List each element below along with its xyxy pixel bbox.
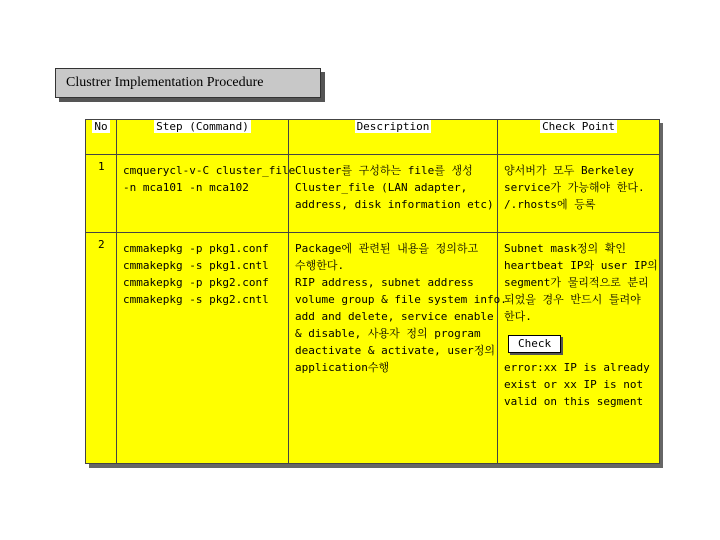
checkpoint-line: 한다.	[504, 310, 532, 323]
header-check-point: Check Point	[498, 120, 660, 155]
description-line: deactivate & activate, user정의	[295, 344, 496, 357]
header-row	[86, 120, 660, 155]
check-button[interactable]: Check	[508, 335, 561, 353]
row-number: 1	[86, 155, 117, 233]
title-box	[55, 68, 321, 98]
header-no: No	[86, 120, 117, 155]
description-line: RIP address, subnet address	[295, 276, 474, 289]
description-line: Cluster_file (LAN adapter,	[295, 181, 468, 194]
checkpoint-line: 양서버가 모두 Berkeley	[504, 164, 634, 177]
step-cell	[117, 155, 296, 233]
checkpoint-line: 되었을 경우 반드시 틀려야	[504, 293, 641, 306]
checkpoint-line: Subnet mask정의 확인	[504, 242, 626, 255]
table-row	[86, 233, 660, 464]
checkpoint-cell	[498, 233, 660, 464]
header-description: Description	[289, 120, 498, 155]
page-title: Clustrer Implementation Procedure	[66, 75, 264, 90]
step-line: cmmakepkg -s pkg2.cntl	[123, 293, 269, 306]
description-line: Package에 관련된 내용을 정의하고	[295, 242, 479, 255]
step-line: cmquerycl-v-C cluster_file	[123, 164, 296, 177]
step-line: -n mca101 -n mca102	[123, 181, 249, 194]
header-step: Step (Command)	[117, 120, 289, 155]
description-line: volume group & file system info.	[295, 293, 507, 306]
description-line: application수행	[295, 361, 390, 374]
procedure-table	[85, 119, 660, 464]
description-line: Cluster를 구성하는 file를 생성	[295, 164, 473, 177]
description-line: 수행한다.	[295, 259, 345, 272]
description-cell	[289, 233, 507, 464]
check-note-line: error:xx IP is already	[504, 361, 650, 374]
checkpoint-cell	[498, 155, 660, 233]
description-line: & disable, 사용자 정의 program	[295, 327, 481, 340]
step-line: cmmakepkg -p pkg2.conf	[123, 276, 269, 289]
table-row	[86, 155, 660, 233]
row-number: 2	[86, 233, 117, 464]
checkpoint-line: /.rhosts에 등록	[504, 198, 596, 211]
check-note-line: exist or xx IP is not	[504, 378, 644, 391]
step-line: cmmakepkg -s pkg1.cntl	[123, 259, 269, 272]
checkpoint-line: heartbeat IP와 user IP의	[504, 259, 658, 272]
description-line: address, disk information etc)	[295, 198, 494, 211]
description-line: add and delete, service enable	[295, 310, 494, 323]
step-line: cmmakepkg -p pkg1.conf	[123, 242, 269, 255]
checkpoint-line: service가 가능해야 한다.	[504, 181, 645, 194]
description-cell	[289, 155, 498, 233]
checkpoint-line: segment가 물리적으로 분리	[504, 276, 649, 289]
step-cell	[117, 233, 289, 464]
check-note-line: valid on this segment	[504, 395, 644, 408]
